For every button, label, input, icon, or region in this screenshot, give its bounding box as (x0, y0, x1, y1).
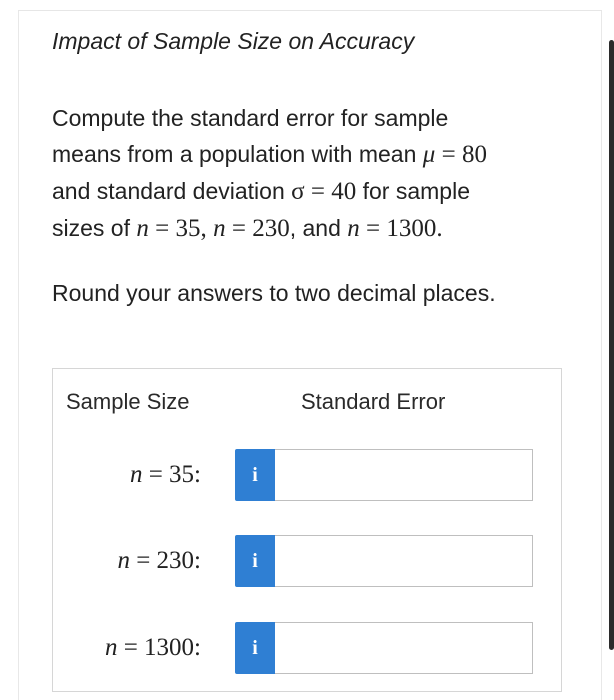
row-value: 230 (156, 547, 195, 574)
question-line-3 (52, 173, 582, 210)
n-symbol: n (213, 215, 226, 242)
answer-row-35 (53, 449, 561, 501)
sigma-symbol: σ (291, 178, 305, 205)
n3-value: 1300 (386, 215, 437, 242)
equals-sign: = (148, 215, 176, 242)
row-colon: : (194, 547, 201, 574)
sigma-value: 40 (331, 178, 357, 205)
row-eq: = (117, 634, 145, 661)
row-label (105, 634, 201, 662)
equals-sign: = (359, 215, 387, 242)
answer-row-1300 (53, 622, 561, 674)
row-colon: : (194, 461, 201, 488)
mu-value: 80 (461, 141, 487, 168)
info-icon[interactable]: i (235, 449, 275, 501)
question-line-4 (52, 210, 582, 247)
question-line-1: Compute the standard error for sample (52, 105, 449, 131)
equals-sign: = (435, 141, 462, 168)
row-label (117, 547, 201, 575)
row-label (130, 461, 201, 489)
question-line-3-text: and standard deviation (52, 178, 292, 204)
row-colon: : (194, 634, 201, 661)
header-standard-error: Standard Error (301, 389, 446, 414)
row-eq: = (142, 461, 170, 488)
standard-error-input-1300[interactable] (275, 622, 533, 674)
mu-symbol: μ (422, 141, 436, 168)
standard-error-input-230[interactable] (275, 535, 533, 587)
row-var: n (104, 634, 118, 661)
scrollbar[interactable] (609, 40, 614, 650)
row-var: n (129, 461, 143, 488)
row-value: 1300 (144, 634, 195, 661)
comma: , (200, 215, 207, 242)
period: . (436, 215, 443, 242)
standard-error-input-35[interactable] (275, 449, 533, 501)
n-symbol: n (136, 215, 149, 242)
and-text: , and (289, 215, 348, 241)
question-line-4-text: sizes of (52, 215, 137, 241)
equals-sign: = (304, 178, 332, 205)
question-line-2-text: means from a population with mean (52, 141, 423, 167)
problem-title: Impact of Sample Size on Accuracy (52, 28, 415, 54)
info-icon[interactable]: i (235, 535, 275, 587)
info-icon[interactable]: i (235, 622, 275, 674)
question-line-2 (52, 136, 582, 173)
answer-table (52, 368, 562, 692)
question-text (52, 100, 582, 247)
n1-value: 35 (175, 215, 201, 242)
answer-row-230 (53, 535, 561, 587)
row-eq: = (129, 547, 157, 574)
equals-sign: = (225, 215, 253, 242)
n-symbol: n (347, 215, 360, 242)
question-line-3-tail: for sample (356, 178, 470, 204)
header-sample-size: Sample Size (66, 389, 190, 414)
n2-value: 230 (252, 215, 290, 242)
rounding-instruction: Round your answers to two decimal places. (52, 280, 496, 306)
row-var: n (117, 547, 130, 574)
row-value: 35 (169, 461, 195, 488)
